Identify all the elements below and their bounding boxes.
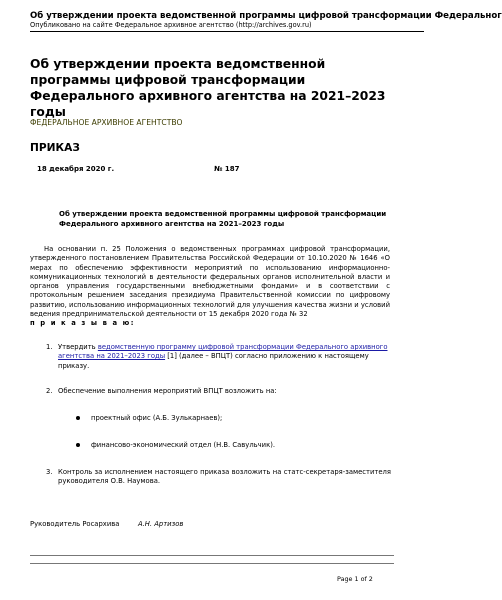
footer-divider bbox=[30, 563, 394, 564]
bullet-text: финансово-экономический отдел (Н.В. Савульчик). bbox=[91, 441, 276, 449]
header-subtitle: Опубликовано на сайте Федеральное архивное агентство (http://archives.gov.ru) bbox=[30, 21, 312, 29]
page-number: Page 1 of 2 bbox=[337, 575, 373, 583]
item-text: Обеспечение выполнения мероприятий ВПЦТ возложить на: bbox=[58, 387, 277, 395]
item-text-after: [1] (далее – ВПЦТ) согласно приложению к настоящему приказу. bbox=[58, 352, 369, 370]
item-marker: 2. bbox=[46, 387, 53, 395]
item-marker: 1. bbox=[46, 343, 53, 351]
bullet-icon bbox=[76, 443, 80, 447]
header-divider bbox=[30, 31, 424, 32]
order-number: № 187 bbox=[214, 165, 240, 173]
decree-word: п р и к а з ы в а ю: bbox=[30, 319, 136, 328]
list-item bbox=[46, 343, 391, 371]
item-text-before: Утвердить bbox=[58, 343, 98, 351]
order-type-heading: ПРИКАЗ bbox=[30, 142, 80, 154]
item-text: Контроль за исполнением настоящего приказа возложить на статс-секретаря-заместителя руководителя О.В. Наумова. bbox=[58, 468, 391, 486]
agency-name: ФЕДЕРАЛЬНОЕ АРХИВНОЕ АГЕНТСТВО bbox=[30, 118, 183, 127]
footer-divider bbox=[30, 555, 394, 556]
order-date: 18 декабря 2020 г. bbox=[37, 165, 115, 173]
bullet-item bbox=[76, 414, 222, 423]
document-title: Об утверждении проекта ведомственной программы цифровой трансформации Федерального архивного агентства на 2021–2023 годы bbox=[30, 57, 386, 119]
list-item bbox=[46, 468, 391, 487]
bullet-text: проектный офис (А.Б. Зулькарнаев); bbox=[91, 414, 223, 422]
bullet-item bbox=[76, 441, 275, 450]
item-marker: 3. bbox=[46, 468, 53, 476]
list-item bbox=[46, 387, 391, 396]
signer-name: А.Н. Артизов bbox=[138, 520, 184, 528]
preamble-text: На основании п. 25 Положения о ведомственных программах цифровой трансформации, утвержденного постановлением Правительства Российской Федерации от 10.10.2020 № 1646 «О мерах по обеспечению эффективности мероприятий по использованию информационно-коммуникационных технологий в деятельности федеральных органов исполнительной власти и органов управления государственными внебюджетными фондами» и в соответствии с протокольным решением заседания президиума Правительственной комиссии по цифровому развитию, использованию информационных технологий для улучшения качества жизни и условий ведения предпринимательской деятельности от 15 декабря 2020 года № 32 bbox=[30, 245, 390, 319]
order-preamble bbox=[30, 245, 390, 329]
bullet-icon bbox=[76, 416, 80, 420]
order-subject: Об утверждении проекта ведомственной программы цифровой трансформации Федерального архивного агентства на 2021–2023 годы bbox=[59, 210, 387, 228]
header-title: Об утверждении проекта ведомственной программы цифровой трансформации Федеральног bbox=[30, 11, 502, 21]
program-link[interactable]: ведомственную программу цифровой трансформации Федерального архивного агентства на 2021–2023 годы bbox=[58, 343, 388, 361]
signer-role: Руководитель Росархива bbox=[30, 520, 120, 528]
